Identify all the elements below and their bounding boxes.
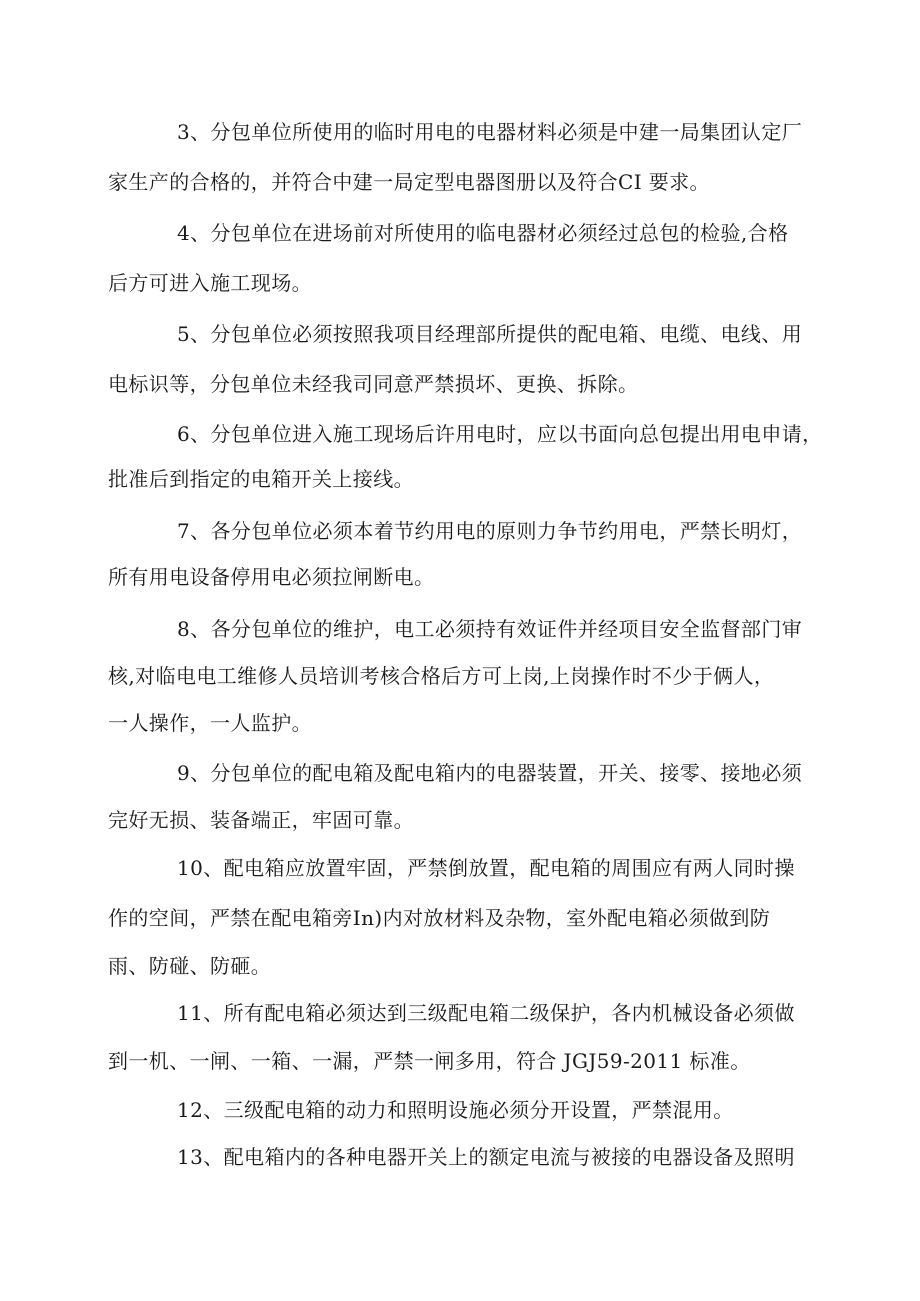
paragraph-line: 电标识等，分包单位未经我司同意严禁损坏、更换、拆除。 bbox=[108, 372, 639, 396]
paragraph-line: 雨、防碰、防砸。 bbox=[108, 954, 272, 978]
paragraph-line: 批准后到指定的电箱开关上接线。 bbox=[108, 467, 414, 491]
paragraph-line: 13、配电箱内的各种电器开关上的额定电流与被接的电器设备及照明 bbox=[177, 1145, 795, 1169]
paragraph-line: 3、分包单位所使用的临时用电的电器材料必须是中建一局集团认定厂 bbox=[177, 120, 803, 144]
paragraph-line: 9、分包单位的配电箱及配电箱内的电器装置，开关、接零、接地必须 bbox=[177, 761, 803, 785]
paragraph-line: 10、配电箱应放置牢固，严禁倒放置，配电箱的周围应有两人同时操 bbox=[177, 856, 795, 880]
paragraph-line: 11、所有配电箱必须达到三级配电箱二级保护，各内机械设备必须做 bbox=[177, 1001, 795, 1025]
paragraph-line: 后方可进入施工现场。 bbox=[108, 271, 312, 295]
paragraph-line: 作的空间，严禁在配电箱旁In)内对放材料及杂物，室外配电箱必须做到防 bbox=[108, 906, 771, 930]
paragraph-line: 核,对临电电工维修人员培训考核合格后方可上岗,上岗操作时不少于俩人， bbox=[108, 664, 775, 688]
paragraph-line: 完好无损、装备端正，牢固可靠。 bbox=[108, 808, 414, 832]
paragraph-line: 8、各分包单位的维护，电工必须持有效证件并经项目安全监督部门审 bbox=[177, 617, 803, 641]
paragraph-line: 4、分包单位在进场前对所使用的临电器材必须经过总包的检验,合格 bbox=[177, 221, 789, 245]
paragraph-line: 7、各分包单位必须本着节约用电的原则力争节约用电，严禁长明灯， bbox=[177, 519, 803, 543]
paragraph-line: 一人操作，一人监护。 bbox=[108, 711, 312, 735]
paragraph-line: 6、分包单位进入施工现场后许用电时，应以书面向总包提出用电申请， bbox=[177, 422, 823, 446]
paragraph-line: 所有用电设备停用电必须拉闸断电。 bbox=[108, 565, 435, 589]
paragraph-line: 到一机、一闸、一箱、一漏，严禁一闸多用，符合 JGJ59-2011 标准。 bbox=[108, 1049, 751, 1073]
paragraph-line: 12、三级配电箱的动力和照明设施必须分开设置，严禁混用。 bbox=[177, 1098, 734, 1122]
paragraph-line: 家生产的合格的，并符合中建一局定型电器图册以及符合CI 要求。 bbox=[108, 170, 710, 194]
paragraph-line: 5、分包单位必须按照我项目经理部所提供的配电箱、电缆、电线、用 bbox=[177, 322, 803, 346]
